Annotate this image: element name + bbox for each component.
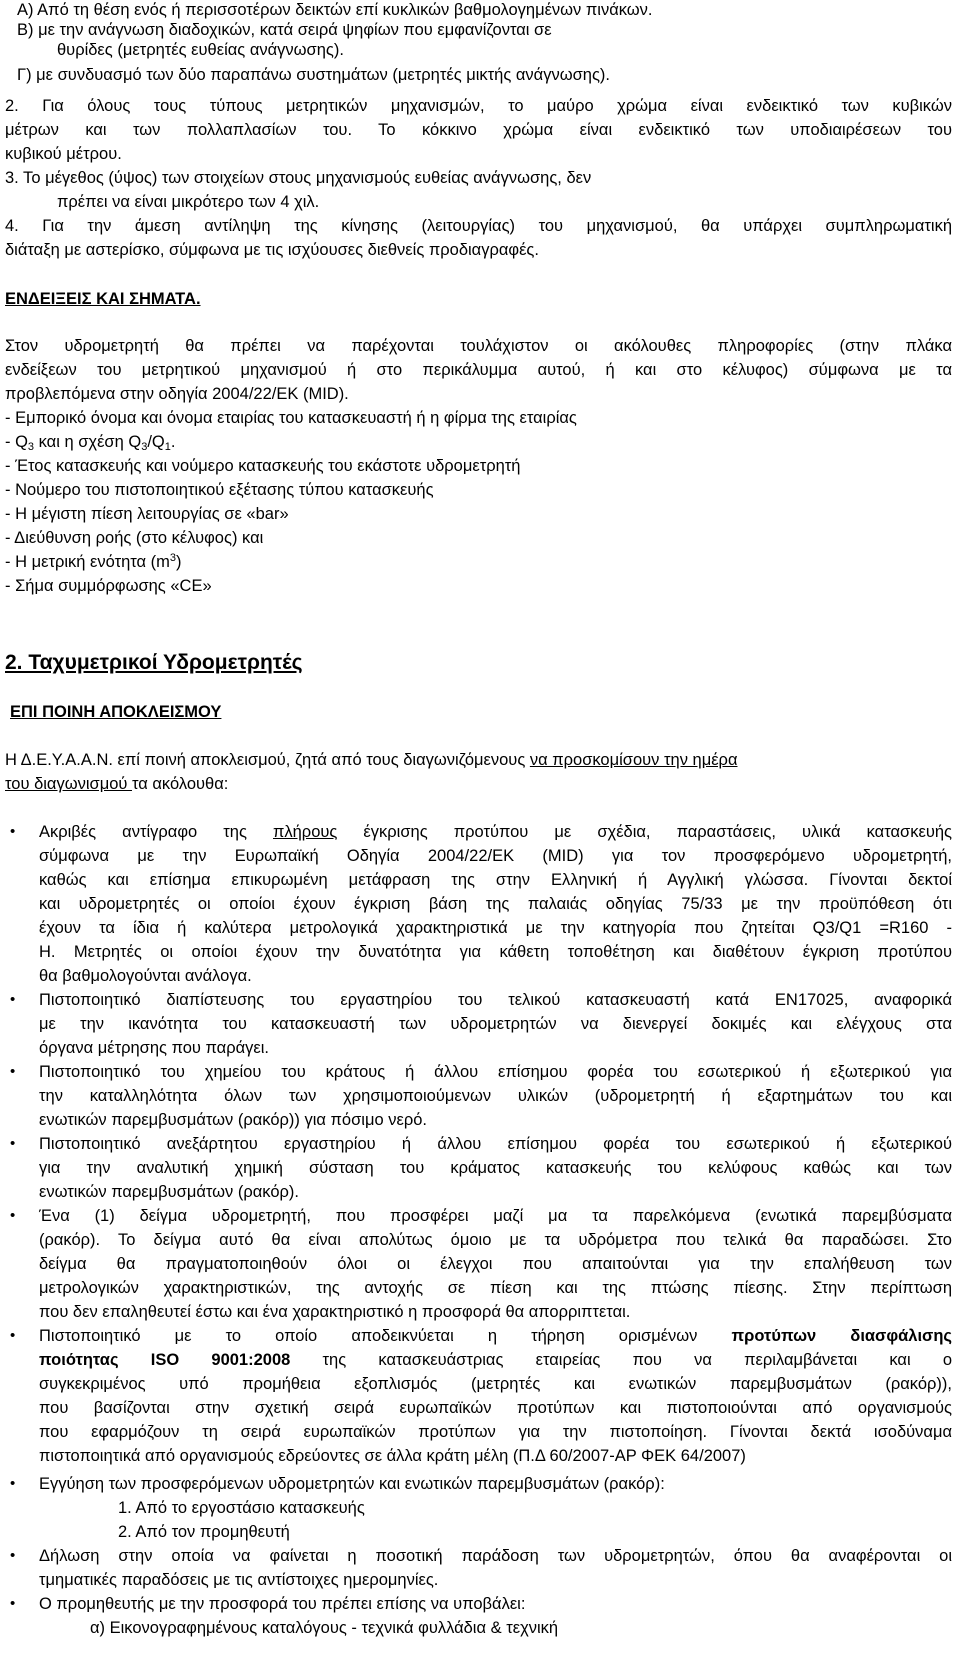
bullet-icon: • — [10, 1327, 16, 1344]
text-line: μέτρων και των πολλαπλασίων του. Το κόκκινο χρώμα είναι ενδεικτικό των υποδιαιρέσεων του — [5, 121, 952, 139]
bullet-icon: • — [10, 1595, 16, 1612]
text-line: Γ) με συνδυασμό των δύο παραπάνω συστημάτων (μετρητές μικτής ανάγνωσης). — [17, 66, 610, 84]
bullet-text: Ακριβές αντίγραφο της πλήρους έγκρισης προτύπου με σχέδια, παραστάσεις, υλικά κατασκευής — [39, 823, 952, 841]
bullet-text: δείγμα θα πραγματοποιηθούν όλοι οι έλεγχοι που απαιτούνται για την επαλήθευση των — [39, 1255, 952, 1273]
text-line: ενδείξεων του μετρητικού μηχανισμού ή στο περικάλυμμα αυτού, ή και στο κέλυφος) σύμφωνα με τα — [5, 361, 952, 379]
bullet-text: Πιστοποιητικό του χημείου του κράτους ή άλλου επίσημου φορέα του εσωτερικού ή εξωτερικού για — [39, 1063, 952, 1081]
bullet-icon: • — [10, 1207, 16, 1224]
text-line: Στον υδρομετρητή θα πρέπει να παρέχονται τουλάχιστον οι ακόλουθες πληροφορίες (στην πλάκα — [5, 337, 952, 355]
text-line: προβλεπόμενα στην οδηγία 2004/22/ΕΚ (MID). — [5, 385, 349, 403]
bullet-text: Ο προμηθευτής με την προσφορά του πρέπει επίσης να υποβάλει: — [39, 1595, 526, 1613]
text-line: πρέπει να είναι μικρότερο των 4 χιλ. — [57, 193, 320, 211]
numbered-item: 2. Από τον προμηθευτή — [118, 1523, 290, 1541]
bullet-text: Πιστοποιητικό διαπίστευσης του εργαστηρίου του τελικού κατασκευαστή κατά ΕΝ17025, αναφορικά — [39, 991, 952, 1009]
bullet-text: την καταλληλότητα όλων των χρησιμοποιούμενων υλικών (υδρομετρητή ή εξαρτημάτων του και — [39, 1087, 952, 1105]
section-heading-indications: ΕΝΔΕΙΞΕΙΣ ΚΑΙ ΣΗΜΑΤΑ. — [5, 290, 201, 308]
dash-item: - Σήμα συμμόρφωσης «CE» — [5, 577, 212, 595]
bullet-text: που βασίζονται στην σχετική σειρά ευρωπαϊκών προτύπων και πιστοποιούνται από οργανισμούς — [39, 1399, 952, 1417]
bullet-text: α) Εικονογραφημένους καταλόγους - τεχνικά φυλλάδια & τεχνική — [90, 1619, 559, 1637]
bullet-icon: • — [10, 991, 16, 1008]
bullet-text: μετρολογικών χαρακτηριστικών, της αντοχής σε πίεση και της πτώσης πίεσης. Στην περίπτωση — [39, 1279, 952, 1297]
bullet-text: έχουν τα ίδια ή καλύτερα μετρολογικά χαρακτηριστικά με την κατηγορία που ζητείται Q3/Q1 =R160 - — [39, 919, 952, 937]
penalty-heading: ΕΠΙ ΠΟΙΝΗ ΑΠΟΚΛΕΙΣΜΟΥ — [10, 703, 222, 721]
intro-line: του διαγωνισμού τα ακόλουθα: — [5, 775, 229, 793]
text-line: κυβικού μέτρου. — [5, 145, 122, 163]
bullet-text: τμηματικές παραδόσεις με τις αντίστοιχες ημερομηνίες. — [39, 1571, 439, 1589]
intro-line: Η Δ.Ε.Υ.Α.Α.Ν. επί ποινή αποκλεισμού, ζητά από τους διαγωνιζόμενους να προσκομίσουν την ημέρα — [5, 751, 738, 769]
bullet-icon: • — [10, 1063, 16, 1080]
dash-item: - Νούμερο του πιστοποιητικού εξέτασης τύπου κατασκευής — [5, 481, 434, 499]
bullet-text: ενωτικών παρεμβυσμάτων (ρακόρ)) για πόσιμο νερό. — [39, 1111, 427, 1129]
bullet-icon: • — [10, 1547, 16, 1564]
text-line: διάταξη με αστερίσκο, σύμφωνα με τις ισχύουσες διεθνείς προδιαγραφές. — [5, 241, 539, 259]
dash-item-q3: - $Q_3$ και η σχέση $Q_3/Q_1$. — [5, 433, 176, 453]
bullet-text: σύμφωνα με την Ευρωπαϊκή Οδηγία 2004/22/ΕΚ (MID) για τον προσφερόμενο υδρομετρητή, — [39, 847, 952, 865]
section-heading-2: 2. Ταχυμετρικοί Υδρομετρητές — [5, 651, 303, 674]
bullet-text: συγκεκριμένος υπό προμήθεια εξοπλισμός (μετρητές και ενωτικών παρεμβυσμάτων (ρακόρ)), — [39, 1375, 952, 1393]
bullet-text: με την ικανότητα του κατασκευαστή των υδρομετρητών να διενεργεί δοκιμές και ελέγχους στα — [39, 1015, 952, 1033]
bullet-text: Εγγύηση των προσφερόμενων υδρομετρητών και ενωτικών παρεμβυσμάτων (ρακόρ): — [39, 1475, 665, 1493]
bullet-text: καθώς και επίσημα επικυρωμένη μετάφραση της στην Ελληνική ή Αγγλική γλώσσα. Γίνονται δεκτοί — [39, 871, 952, 889]
bullet-text: Ένα (1) δείγμα υδρομετρητή, που προσφέρει μαζί μα τα παρελκόμενα (ενωτικά παρεμβύσματα — [39, 1207, 952, 1225]
bullet-text: Πιστοποιητικό ανεξάρτητου εργαστηρίου ή άλλου επίσημου φορέα του εσωτερικού ή εξωτερικού — [39, 1135, 952, 1153]
bullet-text: και υδρομετρητές οι οποίοι έχουν έγκριση βάση της παλαιάς οδηγίας 75/33 με την προϋπόθεση ότι — [39, 895, 952, 913]
bullet-text: Δήλωση στην οποία να φαίνεται η ποσοτική παράδοση των υδρομετρητών, όπου θα αναφέρονται οι — [39, 1547, 952, 1565]
bullet-text: για την αναλυτική χημική σύσταση του κράματος κατασκευής του κελύφους καθώς και των — [39, 1159, 952, 1177]
bullet-icon: • — [10, 823, 16, 840]
text-line: 4. Για την άμεση αντίληψη της κίνησης (λειτουργίας) του μηχανισμού, θα υπάρχει συμπληρωματική — [5, 217, 952, 235]
bullet-text: που δεν επαληθευτεί έστω και ένα χαρακτηριστικό η προσφορά θα απορριπτεται. — [39, 1303, 631, 1321]
bullet-text: Πιστοποιητικό με το οποίο αποδεικνύεται η τήρηση ορισμένων προτύπων διασφάλισης — [39, 1327, 952, 1345]
dash-item: - Έτος κατασκευής και νούμερο κατασκευής του εκάστοτε υδρομετρητή — [5, 457, 521, 475]
bullet-text: όργανα μέτρησης που παράγει. — [39, 1039, 269, 1057]
bullet-text: ποιότητας ISO 9001:2008 της κατασκευάστριας εταιρείας που να περιλαμβάνεται και ο — [39, 1351, 953, 1369]
dash-item: - Εμπορικό όνομα και όνομα εταιρίας του κατασκευαστή ή η φίρμα της εταιρίας — [5, 409, 577, 427]
bullet-icon: • — [10, 1475, 16, 1492]
bullet-icon: • — [10, 1135, 16, 1152]
bullet-text: Η. Μετρητές οι οποίοι έχουν την δυνατότητα για κάθετη τοποθέτηση και διαθέτουν έγκριση προτύπου — [39, 943, 952, 961]
bullet-text: ενωτικών παρεμβυσμάτων (ρακόρ). — [39, 1183, 299, 1201]
bullet-text: πιστοποιητικά από οργανισμούς εδρεύοντες σε άλλα κράτη μέλη (Π.Δ 60/2007-ΑΡ ΦΕΚ 64/2007) — [39, 1447, 746, 1465]
bullet-text: που εφαρμόζουν τη σειρά ευρωπαϊκών προτύπων για την πιστοποίηση. Γίνονται δεκτά ισοδύναμα — [39, 1423, 952, 1441]
dash-item: - Διεύθυνση ροής (στο κέλυφος) και — [5, 529, 264, 547]
text-line: 3. Το μέγεθος (ύψος) των στοιχείων στους μηχανισμούς ευθείας ανάγνωσης, δεν — [5, 169, 592, 187]
bullet-text: (ρακόρ). Το δείγμα αυτό θα είναι απολύτως όμοιο με τα υδρόμετρα που τελικά θα παραδώσει. Στο — [39, 1231, 952, 1249]
text-line: Β) με την ανάγνωση διαδοχικών, κατά σειρά ψηφίων που εμφανίζονται σε — [17, 21, 552, 39]
text-line: θυρίδες (μετρητές ευθείας ανάγνωσης). — [57, 41, 344, 59]
text-line: 2. Για όλους τους τύπους μετρητικών μηχανισμών, το μαύρο χρώμα είναι ενδεικτικό των κυβικών — [5, 97, 952, 115]
bullet-text: θα βαθμολογούνται ανάλογα. — [39, 967, 252, 985]
dash-item-unit: - Η μετρική ενότητα $(m^3)$ — [5, 552, 182, 571]
dash-item: - Η μέγιστη πίεση λειτουργίας σε «bar» — [5, 505, 289, 523]
numbered-item: 1. Από το εργοστάσιο κατασκευής — [118, 1499, 365, 1517]
text-line: Α) Από τη θέση ενός ή περισσοτέρων δεικτών επί κυκλικών βαθμολογημένων πινάκων. — [17, 1, 653, 19]
